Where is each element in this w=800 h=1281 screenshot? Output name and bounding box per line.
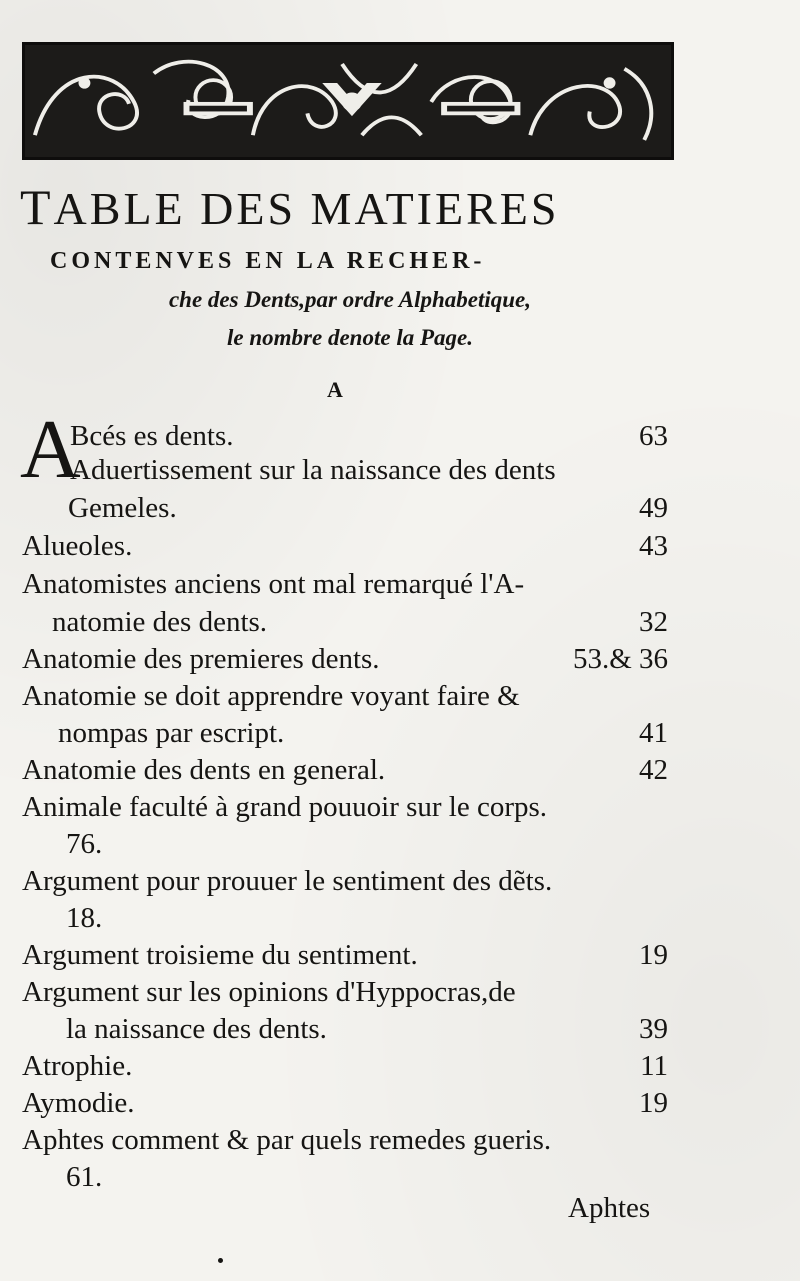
index-entry — [0, 604, 800, 640]
entry-text: nompas par escript. — [58, 717, 285, 749]
entry-text: 76. — [66, 828, 103, 860]
entry-text: Bcés es dents. — [70, 420, 234, 452]
entry-text: natomie des dents. — [52, 606, 268, 638]
entry-text: Aduertissement sur la naissance des dents — [70, 454, 556, 486]
catchword-line — [0, 1190, 800, 1226]
entry-page-number: 39 — [639, 1013, 668, 1045]
entry-page-number: 19 — [639, 939, 668, 971]
entry-text: Anatomie des premieres dents. — [22, 643, 380, 675]
index-entry — [0, 752, 800, 788]
entry-text: Argument troisieme du sentiment. — [22, 939, 418, 971]
index-entry — [0, 1048, 800, 1084]
entry-text: Alueoles. — [22, 530, 133, 562]
entry-page-number: 19 — [639, 1087, 668, 1119]
entry-text: Atrophie. — [22, 1050, 133, 1082]
index-entry — [0, 1085, 800, 1121]
title-rest: ABLE DES MATIERES — [53, 183, 560, 234]
ornamental-headpiece — [22, 42, 674, 160]
entry-text: Aymodie. — [22, 1087, 135, 1119]
subtitle-line-2: che des Dents,par ordre Alphabetique, — [168, 287, 532, 312]
entry-text: Anatomie se doit apprendre voyant faire & — [22, 680, 520, 712]
entry-page-number: 53.& 36 — [572, 643, 668, 675]
index-entry — [0, 490, 800, 526]
index-entry — [0, 900, 800, 936]
entry-page-number: 63 — [639, 420, 668, 452]
entry-text: Argument sur les opinions d'Hyppocras,de — [22, 976, 516, 1008]
index-entry — [0, 863, 800, 899]
section-letter: A — [327, 377, 343, 402]
entry-page-number: 11 — [640, 1050, 668, 1082]
index-entry — [0, 678, 800, 714]
index-entry — [0, 528, 800, 564]
page-subtitle: CONTENVES EN LA RECHER- — [50, 248, 486, 274]
index-entry — [0, 974, 800, 1010]
entry-text: Gemeles. — [68, 492, 177, 524]
entry-text: Anatomie des dents en general. — [22, 754, 386, 786]
entry-text: 61. — [66, 1161, 103, 1193]
entry-text: Argument pour prouuer le sentiment des dẽts. — [22, 865, 553, 897]
scroll-ornament-icon — [25, 45, 671, 157]
index-entry — [0, 789, 800, 825]
index-entry — [0, 1011, 800, 1047]
drop-cap: A — [20, 403, 81, 496]
index-entry — [0, 715, 800, 751]
catchword: Aphtes — [568, 1192, 651, 1224]
page-title — [20, 178, 670, 236]
index-entry — [0, 641, 800, 677]
entry-text: Aphtes comment & par quels remedes gueris. — [22, 1124, 552, 1156]
entry-page-number: 49 — [639, 492, 668, 524]
entry-text: 18. — [66, 902, 103, 934]
index-entry — [0, 826, 800, 862]
index-entry — [0, 418, 800, 454]
subtitle-line-3: le nombre denote la Page. — [227, 325, 473, 350]
entry-page-number: 42 — [639, 754, 668, 786]
index-entry — [0, 937, 800, 973]
index-entry — [0, 452, 800, 488]
title-initial: T — [20, 179, 54, 235]
entry-page-number: 41 — [639, 717, 668, 749]
index-entry — [0, 566, 800, 602]
index-entry — [0, 1122, 800, 1158]
entry-page-number: 32 — [639, 606, 668, 638]
entry-text: Anatomistes anciens ont mal remarqué l'A- — [22, 568, 525, 600]
entry-text: la naissance des dents. — [66, 1013, 327, 1045]
entry-page-number: 43 — [639, 530, 668, 562]
entry-text: Animale faculté à grand pouuoir sur le corps. — [22, 791, 548, 823]
ink-speck — [218, 1258, 223, 1263]
